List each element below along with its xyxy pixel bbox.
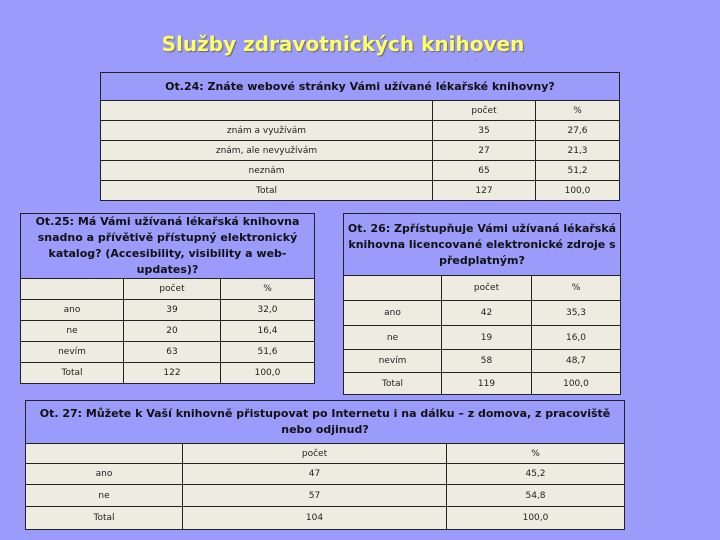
- cell: 21,3: [536, 141, 620, 161]
- header-cell: %: [536, 101, 620, 121]
- header-cell: %: [221, 279, 315, 300]
- cell: 47: [183, 464, 447, 485]
- cell: 104: [183, 507, 447, 530]
- table-ot27: [25, 400, 625, 530]
- cell: Total: [26, 507, 183, 530]
- cell: 39: [124, 300, 221, 321]
- cell: ano: [21, 300, 124, 321]
- question-ot24: Ot.24: Znáte webové stránky Vámi užívané lékařské knihovny?: [101, 73, 620, 101]
- cell: neznám: [101, 161, 433, 181]
- cell: 100,0: [532, 373, 621, 395]
- cell: 20: [124, 321, 221, 342]
- cell: 51,6: [221, 342, 315, 363]
- cell: 119: [442, 373, 532, 395]
- header-cell: počet: [183, 444, 447, 464]
- header-cell: %: [532, 276, 621, 301]
- header-cell: počet: [433, 101, 536, 121]
- header-cell: počet: [442, 276, 532, 301]
- table-header-row: [26, 444, 625, 464]
- cell: 27,6: [536, 121, 620, 141]
- cell: 51,2: [536, 161, 620, 181]
- cell: nevím: [344, 350, 442, 373]
- question-ot25: Ot.25: Má Vámi užívaná lékařská knihovna snadno a přívětivě přístupný elektronický katalog? (Accesibility, visibility a web-updates)?: [21, 214, 315, 279]
- header-cell: [101, 101, 433, 121]
- cell: 127: [433, 181, 536, 201]
- cell: 32,0: [221, 300, 315, 321]
- cell: nevím: [21, 342, 124, 363]
- cell: 122: [124, 363, 221, 384]
- cell: 100,0: [536, 181, 620, 201]
- table-row: [21, 363, 315, 384]
- table-ot24: [100, 72, 620, 201]
- cell: Total: [101, 181, 433, 201]
- question-ot26: Ot. 26: Zpřístupňuje Vámi užívaná lékařská knihovna licencované elektronické zdroje s předplatným?: [344, 214, 621, 276]
- table-row: [101, 181, 620, 201]
- table-header-row: [101, 101, 620, 121]
- cell: 16,0: [532, 326, 621, 350]
- cell: 42: [442, 301, 532, 326]
- table-row: [26, 485, 625, 507]
- cell: ne: [21, 321, 124, 342]
- cell: 57: [183, 485, 447, 507]
- header-cell: [21, 279, 124, 300]
- cell: 100,0: [447, 507, 625, 530]
- cell: 35: [433, 121, 536, 141]
- table-row: [101, 161, 620, 181]
- table-row: [344, 301, 621, 326]
- cell: Total: [344, 373, 442, 395]
- cell: 35,3: [532, 301, 621, 326]
- cell: ano: [344, 301, 442, 326]
- cell: ne: [26, 485, 183, 507]
- table-ot26: [343, 213, 621, 395]
- header-cell: počet: [124, 279, 221, 300]
- cell: 54,8: [447, 485, 625, 507]
- table-row: [101, 141, 620, 161]
- cell: 27: [433, 141, 536, 161]
- cell: znám a využívám: [101, 121, 433, 141]
- header-cell: [344, 276, 442, 301]
- cell: 19: [442, 326, 532, 350]
- table-row: [26, 507, 625, 530]
- table-header-row: [21, 279, 315, 300]
- cell: 63: [124, 342, 221, 363]
- cell: 45,2: [447, 464, 625, 485]
- cell: ne: [344, 326, 442, 350]
- table-row: [344, 326, 621, 350]
- table-row: [344, 350, 621, 373]
- header-cell: [26, 444, 183, 464]
- cell: 100,0: [221, 363, 315, 384]
- header-cell: %: [447, 444, 625, 464]
- table-header-row: [344, 276, 621, 301]
- cell: 48,7: [532, 350, 621, 373]
- table-ot25: [20, 213, 315, 384]
- table-row: [21, 300, 315, 321]
- table-row: [344, 373, 621, 395]
- table-row: [21, 321, 315, 342]
- cell: 58: [442, 350, 532, 373]
- cell: ano: [26, 464, 183, 485]
- cell: Total: [21, 363, 124, 384]
- cell: 16,4: [221, 321, 315, 342]
- cell: znám, ale nevyužívám: [101, 141, 433, 161]
- page-title: Služby zdravotnických knihoven: [161, 32, 525, 56]
- table-row: [101, 121, 620, 141]
- question-ot27: Ot. 27: Můžete k Vaší knihovně přistupovat po Internetu i na dálku – z domova, z pracoviště nebo odjinud?: [26, 401, 625, 444]
- table-row: [26, 464, 625, 485]
- table-row: [21, 342, 315, 363]
- cell: 65: [433, 161, 536, 181]
